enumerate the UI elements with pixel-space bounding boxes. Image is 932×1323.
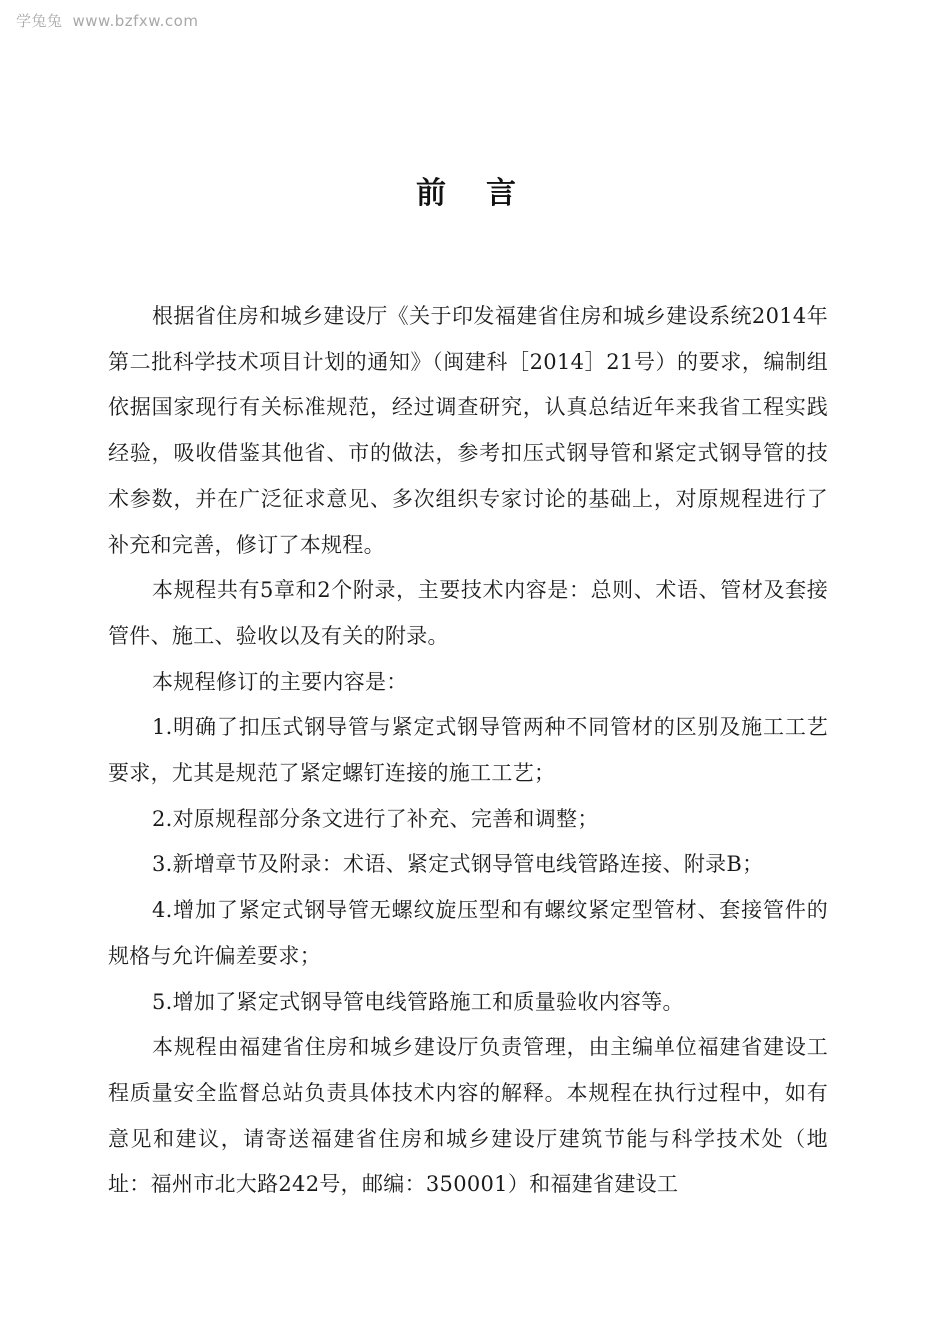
paragraph-management-contact: 本规程由福建省住房和城乡建设厅负责管理，由主编单位福建省建设工程质量安全监督总站负责具体技术内容的解释。本规程在执行过程中，如有意见和建议，请寄送福建省住房和城乡建设厅建筑节能与科学技术处（地址：福州市北大路242号，邮编：350001）和福建省建设工	[108, 1035, 828, 1197]
paragraph-structure-summary: 本规程共有5章和2个附录，主要技术内容是：总则、术语、管材及套接管件、施工、验收以及有关的附录。	[108, 578, 828, 648]
list-item-revision-5: 5.增加了紧定式钢导管电线管路施工和质量验收内容等。	[152, 989, 684, 1014]
watermark	[16, 10, 198, 31]
watermark-site-name: 学兔兔	[16, 12, 63, 30]
list-item-revision-4: 4.增加了紧定式钢导管无螺纹旋压型和有螺纹紧定型管材、套接管件的规格与允许偏差要求；	[108, 898, 828, 968]
list-item-revision-1: 1.明确了扣压式钢导管与紧定式钢导管两种不同管材的区别及施工工艺要求，尤其是规范了紧定螺钉连接的施工工艺；	[108, 715, 828, 786]
list-item-revision-2: 2.对原规程部分条文进行了补充、完善和调整；	[152, 806, 599, 831]
watermark-url: www.bzfxw.com	[72, 12, 199, 30]
document-body	[108, 294, 828, 1208]
paragraph-revision-background: 根据省住房和城乡建设厅《关于印发福建省住房和城乡建设系统2014年第二批科学技术项目计划的通知》（闽建科［2014］21号）的要求，编制组依据国家现行有关标准规范，经过调查研究，认真总结近年来我省工程实践经验，吸收借鉴其他省、市的做法，参考扣压式钢导管和紧定式钢导管的技术参数，并在广泛征求意见、多次组织专家讨论的基础上，对原规程进行了补充和完善，修订了本规程。	[108, 304, 828, 557]
list-item-revision-3: 3.新增章节及附录：术语、紧定式钢导管电线管路连接、附录B；	[152, 852, 764, 877]
page-title: 前言	[416, 176, 556, 211]
paragraph-revision-intro: 本规程修订的主要内容是：	[152, 669, 408, 694]
